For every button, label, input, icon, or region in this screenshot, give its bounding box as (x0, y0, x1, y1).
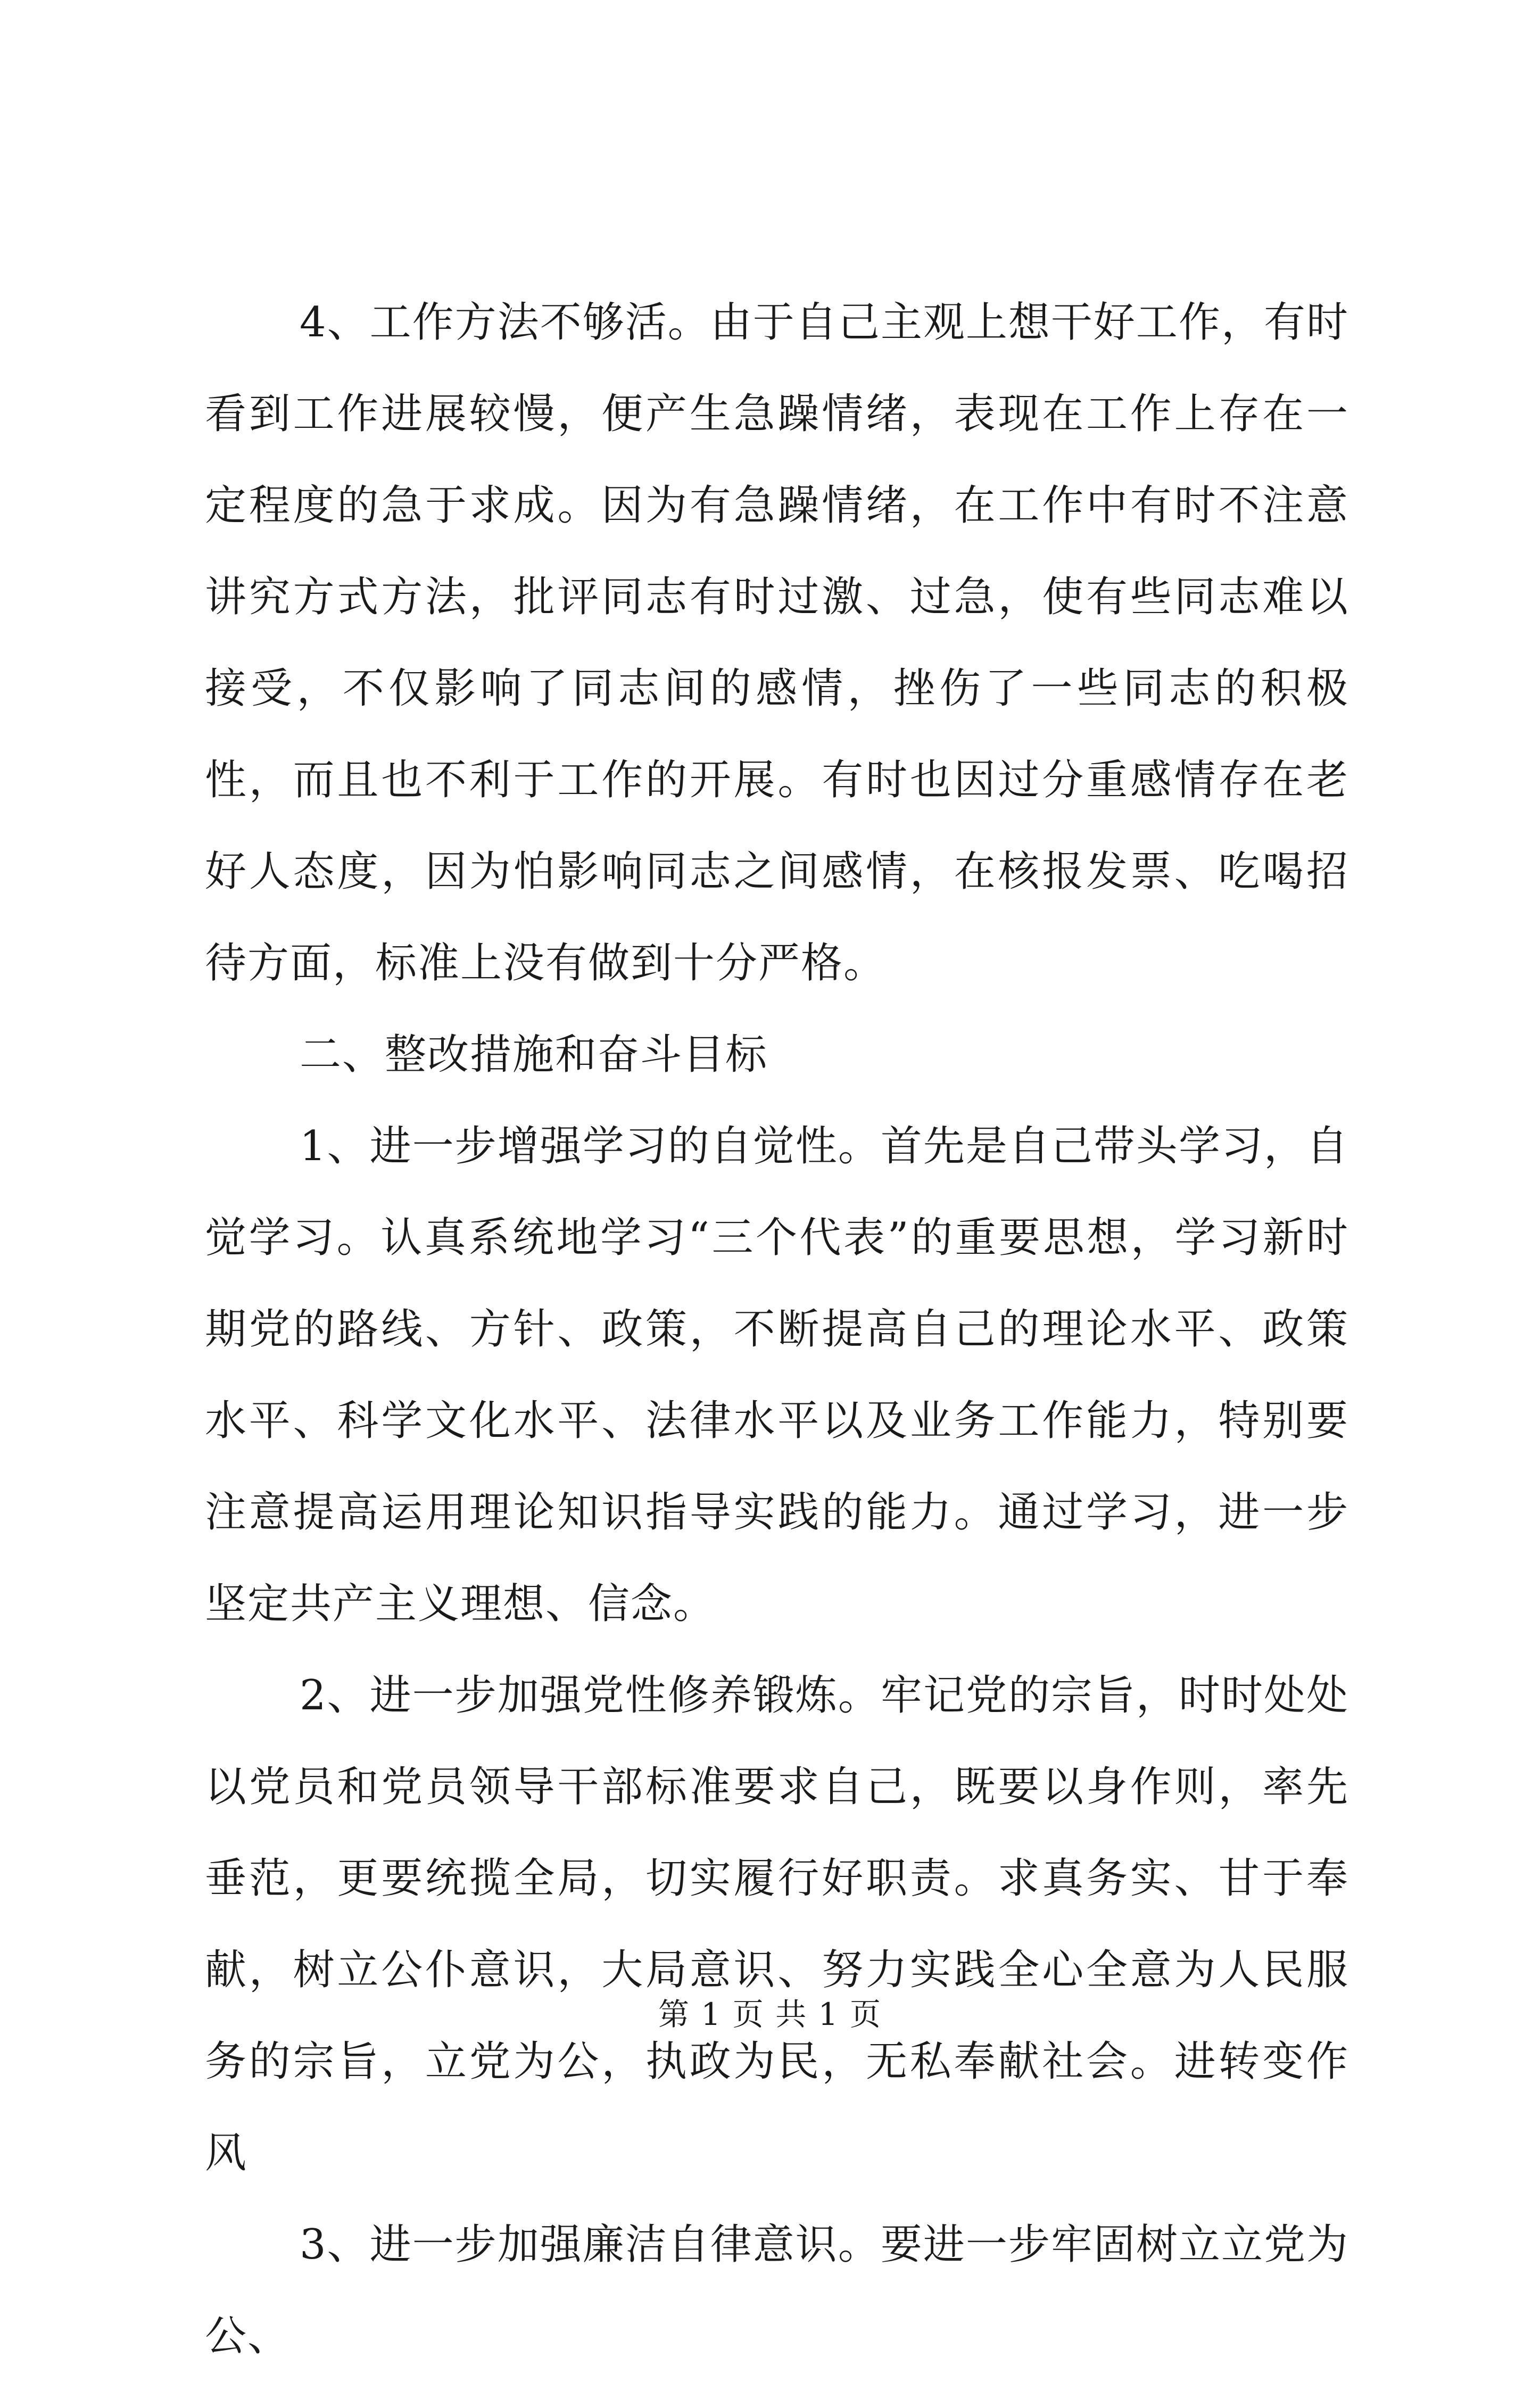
section-heading-rectification: 二、整改措施和奋斗目标 (300, 1031, 768, 1079)
paragraph-study: 1、进一步增强学习的自觉性。首先是自己带头学习，自觉学习。认真系统地学习“三个代表”的重要思想，学习新时期党的路线、方针、政策，不断提高自己的理论水平、政策水平、科学文化水平、法律水平以及业务工作能力，特别要注意提高运用理论知识指导实践的能力。通过学习，进一步坚定共产主义理想、信念。 (205, 1122, 1349, 1628)
paragraph-party-spirit: 2、进一步加强党性修养锻炼。牢记党的宗旨，时时处处以党员和党员领导干部标准要求自己，既要以身作则，率先垂范，更要统揽全局，切实履行好职责。求真务实、甘于奉献，树立公仆意识，大局意识、努力实践全心全意为人民服务的宗旨，立党为公，执政为民，无私奉献社会。进转变作风 (205, 1672, 1349, 2177)
paragraph-integrity: 3、进一步加强廉洁自律意识。要进一步牢固树立立党为公、 (205, 2221, 1349, 2360)
paragraph-work-method: 4、工作方法不够活。由于自己主观上想干好工作，有时看到工作进展较慢，便产生急躁情绪，表现在工作上存在一定程度的急于求成。因为有急躁情绪，在工作中有时不注意讲究方式方法，批评同志有时过激、过急，使有些同志难以接受，不仅影响了同志间的感情，挫伤了一些同志的积极性，而且也不利于工作的开展。有时也因过分重感情存在老好人态度，因为怕影响同志之间感情，在核报发票、吃喝招待方面，标准上没有做到十分严格。 (205, 299, 1349, 987)
document-body (205, 277, 1349, 2382)
page-footer: 第 1 页 共 1 页 (658, 1996, 882, 2032)
